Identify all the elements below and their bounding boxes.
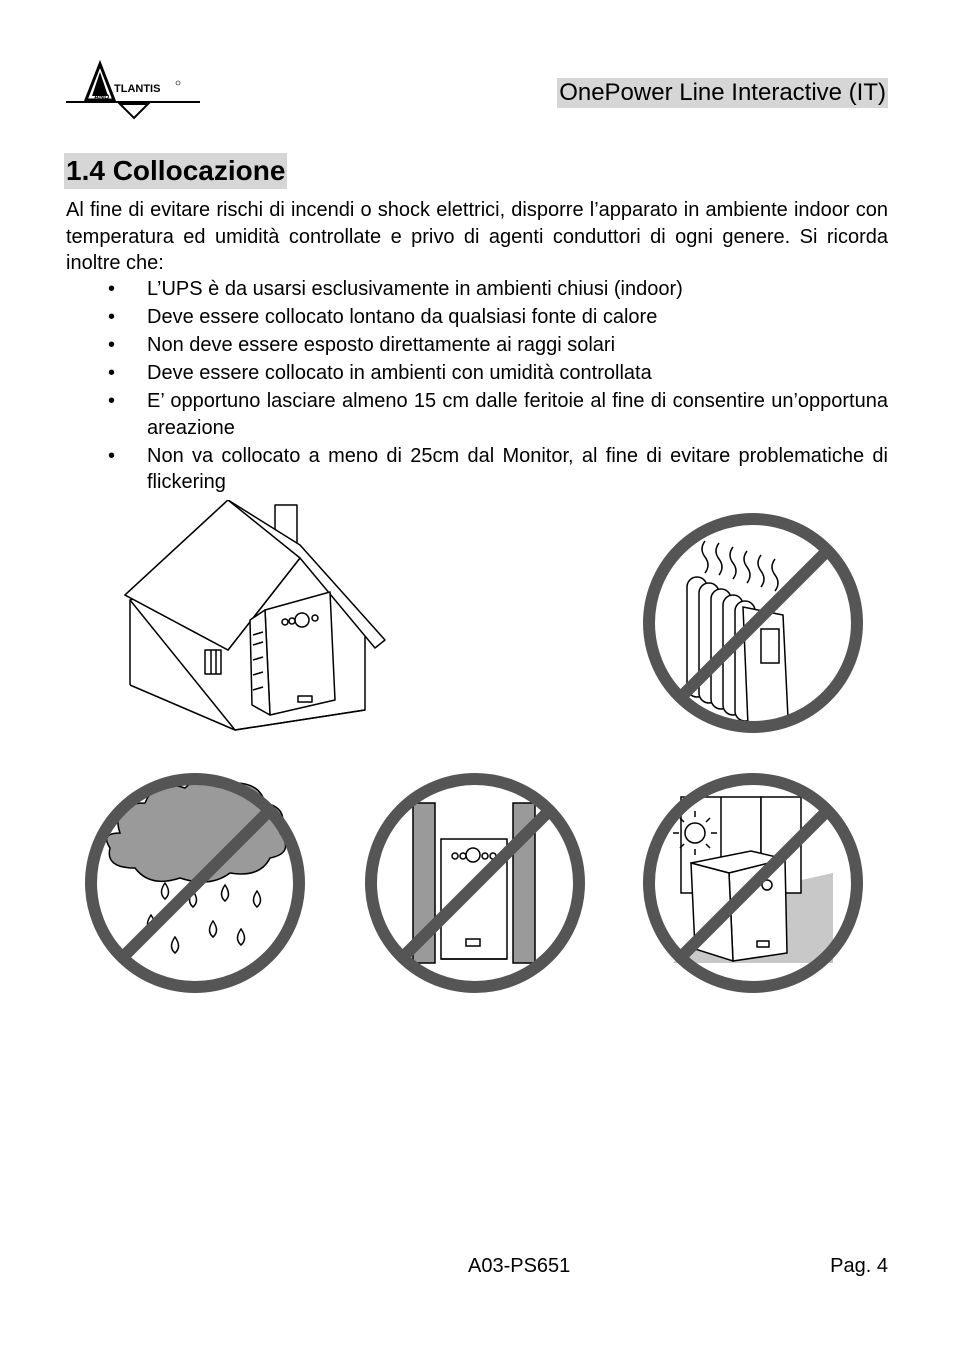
bullet-icon: •: [108, 334, 116, 356]
placement-rules-list: [66, 276, 888, 497]
list-item: • Deve essere collocato lontano da qualsiasi fonte di calore: [66, 304, 888, 331]
page-number: Pag. 4: [830, 1255, 888, 1277]
list-item: • L’UPS è da usarsi esclusivamente in ambienti chiusi (indoor): [66, 276, 888, 303]
no-heater-icon: [633, 503, 873, 743]
section-heading: 1.4 Collocazione: [64, 153, 287, 189]
no-speakers-near-ups-icon: [355, 763, 595, 1003]
bullet-icon: •: [108, 278, 116, 300]
list-item: • Non va collocato a meno di 25cm dal Monitor, al fine di evitare problematiche di flickering: [108, 444, 888, 493]
bullet-icon: •: [108, 444, 116, 467]
list-item: • E’ opportuno lasciare almeno 15 cm dalle feritoie al fine di consentire un’opportuna areazione: [108, 390, 888, 439]
svg-text:TLANTIS: TLANTIS: [114, 83, 161, 95]
document-code: A03-PS651: [468, 1255, 571, 1277]
intro-paragraph: Al fine di evitare rischi di incendi o shock elettrici, disporre l’apparato in ambiente indoor con temperatura ed umidità controllate e privo di agenti conduttori di ogni genere. Si ricorda inoltre che:: [66, 199, 888, 274]
bullet-icon: •: [108, 306, 116, 328]
house-with-ups-icon: [120, 500, 390, 735]
atlantis-land-logo: [64, 58, 202, 122]
list-item: • Deve essere collocato in ambienti con umidità controllata: [66, 360, 888, 387]
list-item: • Non deve essere esposto direttamente ai raggi solari: [66, 332, 888, 359]
no-sunlight-icon: [633, 763, 873, 1003]
bullet-icon: •: [108, 362, 116, 384]
bullet-icon: •: [108, 390, 116, 412]
svg-text:AND: AND: [94, 94, 110, 101]
document-title: OnePower Line Interactive (IT): [559, 79, 886, 106]
no-rain-icon: [75, 763, 315, 1003]
